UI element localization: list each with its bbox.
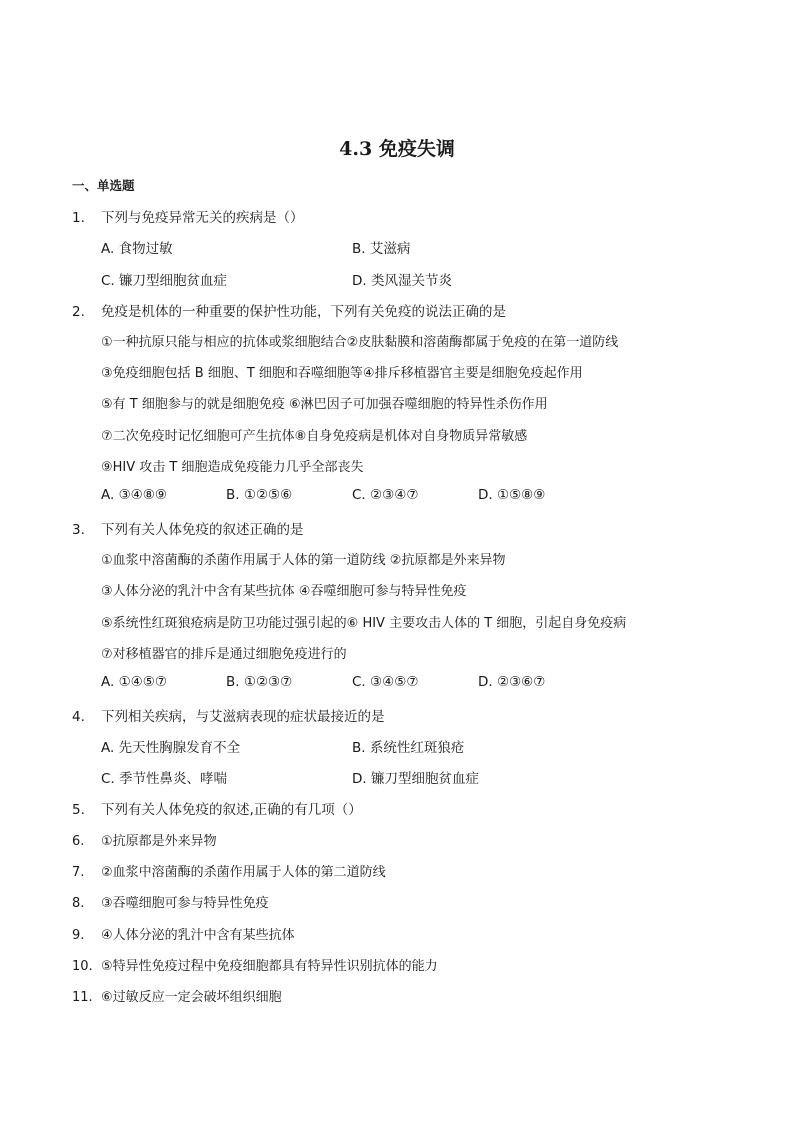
question-6 — [72, 830, 722, 849]
question-9 — [72, 924, 722, 943]
question-text: ⑤特异性免疫过程中免疫细胞都具有特异性识别抗体的能力 — [101, 959, 438, 974]
option-b: B. ①②③⑦ — [226, 674, 293, 690]
option-c: C. 镰刀型细胞贫血症 — [101, 273, 228, 289]
option-b: B. ①②⑤⑥ — [226, 487, 293, 503]
question-text: 下列有关人体免疫的叙述,正确的有几项（） — [101, 802, 362, 818]
question-number: 11. — [72, 990, 93, 1005]
question-2 — [72, 300, 722, 320]
question-number: 3. — [72, 522, 85, 538]
question-text: 下列有关人体免疫的叙述正确的是 — [101, 522, 304, 538]
question-number: 1. — [72, 210, 85, 226]
statement-line: ①一种抗原只能与相应的抗体或浆细胞结合②皮肤黏膜和溶菌酶都属于免疫的在第一道防线 — [101, 335, 619, 350]
question-3 — [72, 518, 722, 538]
statement-line: ⑦对移植器官的排斥是通过细胞免疫进行的 — [101, 647, 347, 662]
page-title: 4.3 免疫失调 — [339, 138, 455, 160]
question-number: 6. — [72, 834, 85, 849]
statement-line: ⑨HIV 攻击 T 细胞造成免疫能力几乎全部丧失 — [101, 460, 364, 475]
section-heading: 一、单选题 — [72, 178, 135, 193]
question-text: ①抗原都是外来异物 — [101, 834, 217, 849]
question-number: 9. — [72, 928, 85, 943]
question-text: 下列与免疫异常无关的疾病是（） — [101, 210, 304, 226]
statement-line: ③人体分泌的乳汁中含有某些抗体 ④吞噬细胞可参与特异性免疫 — [101, 584, 467, 599]
option-a: A. ③④⑧⑨ — [101, 487, 167, 503]
question-number: 5. — [72, 802, 85, 818]
option-b: B. 系统性红斑狼疮 — [352, 740, 465, 756]
question-text: ④人体分泌的乳汁中含有某些抗体 — [101, 928, 295, 943]
question-8 — [72, 892, 722, 911]
question-1 — [72, 206, 722, 226]
statement-line: ⑦二次免疫时记忆细胞可产生抗体⑧自身免疫病是机体对自身物质异常敏感 — [101, 429, 528, 444]
option-d: D. ①⑤⑧⑨ — [478, 487, 546, 503]
statement-line: ⑤有 T 细胞参与的就是细胞免疫 ⑥淋巴因子可加强吞噬细胞的特异性杀伤作用 — [101, 397, 548, 412]
question-text: 下列相关疾病，与艾滋病表现的症状最接近的是 — [101, 709, 385, 725]
option-d: D. 镰刀型细胞贫血症 — [352, 771, 479, 787]
question-11 — [72, 986, 722, 1005]
question-7 — [72, 861, 722, 880]
question-number: 10. — [72, 959, 93, 974]
question-10 — [72, 955, 722, 974]
option-a: A. 食物过敏 — [101, 241, 173, 257]
question-number: 8. — [72, 896, 85, 911]
question-number: 7. — [72, 865, 85, 880]
statement-line: ③免疫细胞包括 B 细胞、T 细胞和吞噬细胞等④排斥移植器官主要是细胞免疫起作用 — [101, 366, 583, 381]
statement-line: ①血浆中溶菌酶的杀菌作用属于人体的第一道防线 ②抗原都是外来异物 — [101, 553, 506, 568]
question-number: 4. — [72, 709, 85, 725]
option-a: A. 先天性胸腺发育不全 — [101, 740, 241, 756]
question-number: 2. — [72, 304, 85, 320]
option-c: C. ②③④⑦ — [352, 487, 419, 503]
statement-line: ⑤系统性红斑狼疮病是防卫功能过强引起的⑥ HIV 主要攻击人体的 T 细胞，引起自身免疫病 — [101, 616, 627, 631]
option-d: D. 类风湿关节炎 — [352, 273, 452, 289]
question-text: ②血浆中溶菌酶的杀菌作用属于人体的第二道防线 — [101, 865, 386, 880]
option-a: A. ①④⑤⑦ — [101, 674, 167, 690]
option-d: D. ②③⑥⑦ — [478, 674, 546, 690]
question-text: ③吞噬细胞可参与特异性免疫 — [101, 896, 269, 911]
question-text: 免疫是机体的一种重要的保护性功能，下列有关免疫的说法正确的是 — [101, 304, 506, 320]
question-4 — [72, 705, 722, 725]
question-text: ⑥过敏反应一定会破坏组织细胞 — [101, 990, 282, 1005]
option-b: B. 艾滋病 — [352, 241, 411, 257]
option-c: C. ③④⑤⑦ — [352, 674, 419, 690]
option-c: C. 季节性鼻炎、哮喘 — [101, 771, 228, 787]
question-5 — [72, 798, 722, 818]
